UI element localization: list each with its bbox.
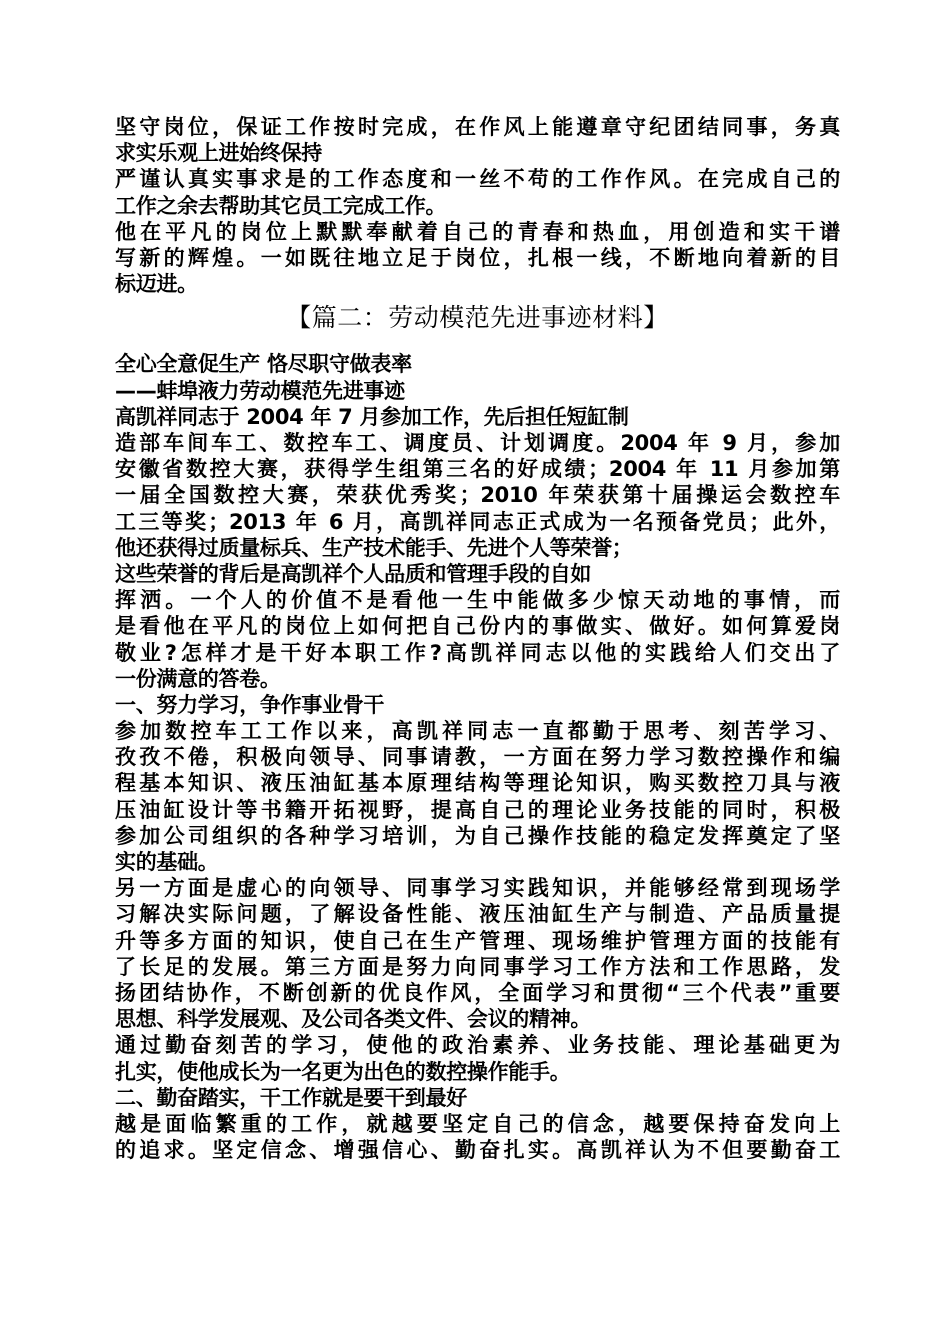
text-line: 敬业?怎样才是干好本职工作?高凯祥同志以他的实践给人们交出了 (115, 640, 840, 665)
text-line: 标迈进。 (115, 272, 198, 297)
text-line: 参加公司组织的各种学习培训，为自己操作技能的稳定发挥奠定了坚 (115, 823, 840, 848)
text-line: 一份满意的答卷。 (115, 666, 281, 691)
text-line: 另一方面是虚心的向领导、同事学习实践知识，并能够经常到现场学 (115, 876, 840, 901)
text-line: 这些荣誉的背后是高凯祥个人品质和管理手段的自如 (115, 561, 592, 586)
text-line: 孜孜不倦，积极向领导、同事请教，一方面在努力学习数控操作和编 (115, 745, 840, 770)
text-line: 工三等奖；2013 年 6 月，高凯祥同志正式成为一名预备党员；此外， (115, 509, 840, 534)
text-line: 扬团结协作，不断创新的优良作风，全面学习和贯彻“三个代表”重要 (115, 980, 840, 1005)
text-line: 是看他在平凡的岗位上如何把自己份内的事做实、做好。如何算爱岗 (115, 614, 840, 639)
text-line: 参加数控车工工作以来，高凯祥同志一直都勤于思考、刻苦学习、 (115, 719, 840, 744)
text-line: 通过勤奋刻苦的学习，使他的政治素养、业务技能、理论基础更为 (115, 1033, 840, 1058)
body-paragraphs (115, 351, 840, 1163)
text-line: 挥洒。一个人的价值不是看他一生中能做多少惊天动地的事情，而 (115, 588, 840, 613)
text-line: 写新的辉煌。一如既往地立足于岗位，扎根一线，不断地向着新的目 (115, 245, 840, 270)
intro-paragraphs (115, 114, 840, 297)
text-line: 实的基础。 (115, 850, 219, 875)
text-line: 他还获得过质量标兵、生产技术能手、先进个人等荣誉； (115, 535, 633, 560)
text-line: 升等多方面的知识，使自己在生产管理、现场维护管理方面的技能有 (115, 928, 840, 953)
text-line: 越是面临繁重的工作，就越要坚定自己的信念，越要保持奋发向上 (115, 1111, 840, 1136)
text-line: 安徽省数控大赛，获得学生组第三名的好成绩；2004 年 11 月参加第 (115, 457, 840, 482)
document-page (115, 114, 840, 1163)
text-line: 思想、科学发展观、及公司各类文件、会议的精神。 (115, 1007, 592, 1032)
text-line: 了长足的发展。第三方面是努力向同事学习工作方法和工作思路，发 (115, 954, 840, 979)
text-line: 的追求。坚定信念、增强信心、勤奋扎实。高凯祥认为不但要勤奋工 (115, 1138, 840, 1163)
section-subheading: 二、勤奋踏实，干工作就是要干到最好 (115, 1085, 467, 1110)
text-line: 程基本知识、液压油缸基本原理结构等理论知识，购买数控刀具与液 (115, 771, 840, 796)
text-line: 造部车间车工、数控车工、调度员、计划调度。2004 年 9 月，参加 (115, 430, 840, 455)
text-line: 工作之余去帮助其它员工完成工作。 (115, 193, 447, 218)
text-line: 一届全国数控大赛，荣获优秀奖；2010 年荣获第十届操运会数控车 (115, 483, 840, 508)
text-line: 高凯祥同志于 2004 年 7 月参加工作，先后担任短缸制 (115, 404, 629, 429)
article-subtitle: ——蚌埠液力劳动模范先进事迹 (115, 378, 405, 403)
section-subheading: 一、努力学习，争作事业骨干 (115, 692, 385, 717)
article-title: 全心全意促生产 恪尽职守做表率 (115, 352, 412, 377)
section-heading: 【篇二：劳动模范先进事迹材料】 (286, 303, 669, 333)
text-line: 求实乐观上进始终保持 (115, 141, 322, 166)
text-line: 习解决实际问题，了解设备性能、液压油缸生产与制造、产品质量提 (115, 902, 840, 927)
text-line: 扎实，使他成长为一名更为出色的数控操作能手。 (115, 1059, 571, 1084)
text-line: 严谨认真实事求是的工作态度和一丝不苟的工作作风。在完成自己的 (115, 167, 840, 192)
text-line: 坚守岗位，保证工作按时完成，在作风上能遵章守纪团结同事，务真 (115, 115, 840, 139)
text-line: 他在平凡的岗位上默默奉献着自己的青春和热血，用创造和实干谱 (115, 219, 840, 244)
text-line: 压油缸设计等书籍开拓视野，提高自己的理论业务技能的同时，积极 (115, 797, 840, 822)
